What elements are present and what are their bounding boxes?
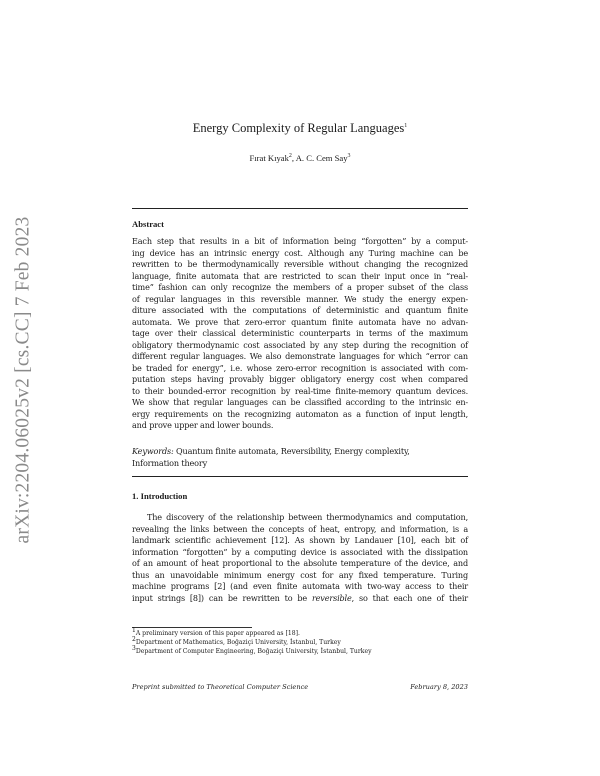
abstract-bottom-rule — [132, 476, 468, 477]
abstract-line: rewritten to be thermodynamically reversible without changing the recognized — [132, 259, 468, 269]
footnote-rule — [132, 627, 252, 628]
intro-last-em: reversible — [311, 592, 352, 603]
author-1: Fırat Kıyak — [249, 153, 289, 163]
abstract-heading: Abstract — [132, 219, 164, 229]
abstract-line: different regular languages. We also demonstrate languages for which “error can — [132, 351, 468, 361]
intro-last-pre: input strings [8]) can be rewritten to be — [132, 592, 312, 603]
author-2: A. C. Cem Say — [295, 153, 348, 163]
intro-line — [132, 593, 468, 605]
abstract-line: Each step that results in a bit of information being “forgotten” by a comput- — [132, 236, 468, 246]
paper-title — [0, 121, 600, 136]
footnote-mark: 1 — [132, 626, 136, 634]
abstract-top-rule — [132, 208, 468, 209]
abstract-line: putation steps having provably bigger obligatory energy cost when compared — [132, 374, 468, 384]
footer-date: February 8, 2023 — [410, 683, 468, 691]
intro-line: landmark scientific achievement [12]. As shown by Landauer [10], each bit of — [132, 535, 468, 545]
keywords-line-2: Information theory — [132, 457, 208, 468]
intro-last-post: , so that each one of their — [351, 592, 468, 603]
abstract-line: language, finite automata that are restricted to scan their input once in “real- — [132, 270, 468, 281]
intro-line: information “forgotten” by a computing device is associated with the dissipation — [132, 546, 468, 557]
title-footnote-mark: 1 — [404, 122, 408, 129]
intro-line: The discovery of the relationship between thermodynamics and computation, — [147, 512, 468, 522]
abstract-line: to their bounded-error recognition by real-time finite-memory quantum devices. — [132, 385, 468, 396]
page-footer — [132, 683, 468, 691]
keywords — [132, 446, 468, 469]
author-line — [0, 153, 600, 163]
abstract-line: obligatory thermodynamic cost associated by any step during the recognition of — [132, 339, 468, 350]
footnote-text: A preliminary version of this paper appeared as [18]. — [135, 630, 300, 637]
intro-line: of an amount of heat proportional to the absolute temperature of the device, and — [132, 558, 468, 568]
author-2-mark: 3 — [347, 153, 351, 160]
abstract-line: time” fashion can only recognize the members of a proper subset of the class — [132, 282, 468, 292]
footnote-mark: 2 — [132, 635, 136, 643]
arxiv-stamp — [4, 205, 42, 555]
abstract-line: We show that regular languages can be classified according to the intrinsic en- — [132, 397, 468, 407]
abstract-line: and prove upper and lower bounds. — [132, 420, 274, 430]
keywords-label: Keywords: — [132, 446, 174, 456]
author-separator: , — [291, 153, 296, 163]
abstract-body — [132, 236, 468, 432]
section-heading: 1. Introduction — [132, 491, 188, 501]
intro-line: revealing the links between the concepts of heat, entropy, and information, is a — [132, 523, 468, 534]
abstract-line: tage over their classical deterministic counterparts in terms of the maximum — [132, 328, 468, 338]
footnote-text: Department of Mathematics, Boğaziçi University, İstanbul, Turkey — [135, 639, 341, 646]
intro-body — [132, 512, 468, 604]
abstract-line: be traded for energy”, i.e. whose zero-error recognition is associated with com- — [132, 362, 468, 373]
footnote-3 — [132, 644, 468, 655]
keywords-line-1: Quantum finite automata, Reversibility, Energy complexity, — [176, 446, 410, 456]
intro-line: machine programs [2] (and even finite automata with two-way access to their — [132, 581, 468, 591]
footnote-2 — [132, 635, 468, 646]
abstract-line: diture associated with the computations of deterministic and quantum finite — [132, 305, 468, 315]
author-1-mark: 2 — [288, 153, 292, 160]
abstract-line: ergy requirements on the recognizing automaton as a function of input length, — [132, 408, 468, 419]
intro-line: thus an unavoidable minimum energy cost for any fixed temperature. Turing — [132, 569, 468, 580]
footer-preprint: Preprint submitted to Theoretical Computer Science — [132, 683, 309, 691]
abstract-line: of regular languages in this reversible manner. We study the energy expen- — [132, 293, 468, 304]
footnote-1 — [132, 626, 468, 637]
arxiv-stamp-text: arXiv:2204.06025v2 [cs.CC] 7 Feb 2023 — [12, 216, 33, 544]
paper-title-text: Energy Complexity of Regular Languages — [192, 121, 405, 135]
abstract-line: automata. We prove that zero-error quantum finite automata have no advan- — [132, 316, 468, 327]
footnote-text: Department of Computer Engineering, Boğaziçi University, İstanbul, Turkey — [135, 648, 372, 655]
abstract-line: ing device has an intrinsic energy cost. Although any Turing machine can be — [132, 247, 468, 258]
footnote-mark: 3 — [132, 644, 136, 652]
